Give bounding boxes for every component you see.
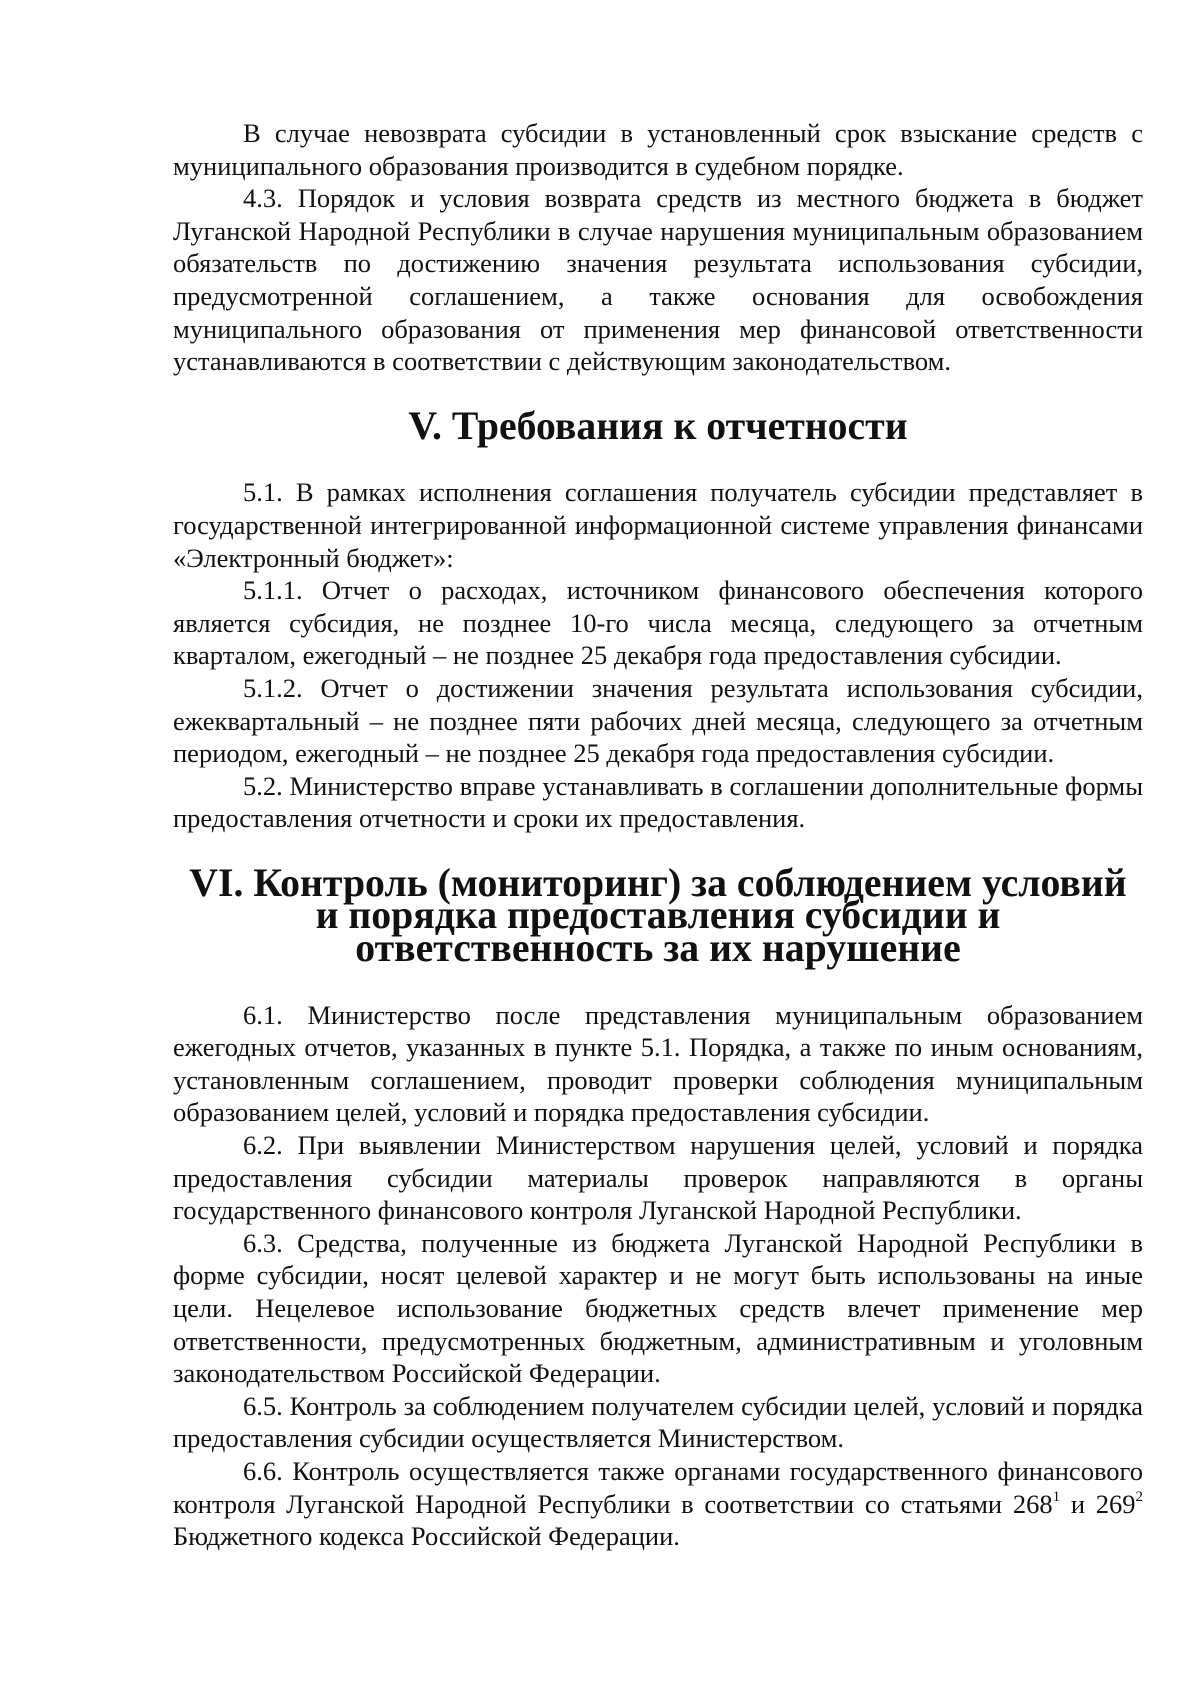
article-269-superscript: 2 (1135, 1488, 1144, 1505)
paragraph-6-6 (173, 1455, 1143, 1553)
paragraph-6-6-text-before: 6.6. Контроль осуществляется также органами государственного финансового контроля Луганской Народной Республики в соответствии со статьями 268 (173, 1455, 1143, 1519)
paragraph-6-6-text-after: Бюджетного кодекса Российской Федерации. (173, 1521, 680, 1552)
paragraph-6-6-text-middle: и 269 (1060, 1488, 1136, 1519)
paragraph-6-2: 6.2. При выявлении Министерством нарушения целей, условий и порядка предоставления субсидии материалы проверок направляются в органы государственного финансового контроля Луганской Народной Республики. (173, 1130, 1143, 1226)
section-6-heading-line-1: VI. Контроль (мониторинг) за соблюдением условий (189, 860, 1127, 905)
paragraph-5-1-2: 5.1.2. Отчет о достижении значения результата использования субсидии, ежеквартальный – не позднее пяти рабочих дней месяца, следующего за отчетным периодом, ежегодный – не позднее 25 декабря года предоставления субсидии. (173, 672, 1143, 769)
section-6-heading (173, 860, 1143, 971)
paragraph-5-1: 5.1. В рамках исполнения соглашения получатель субсидии представляет в государственной интегрированной информационной системе управления финансами «Электронный бюджет»: (173, 477, 1143, 573)
document-page (173, 117, 1143, 1553)
paragraph-6-5: 6.5. Контроль за соблюдением получателем субсидии целей, условий и порядка предоставления субсидии осуществляется Министерством. (173, 1390, 1143, 1454)
paragraph-5-1-1: 5.1.1. Отчет о расходах, источником финансового обеспечения которого является субсидия, не позднее 10-го числа месяца, следующего за отчетным кварталом, ежегодный – не позднее 25 декабря года предоставления субсидии. (173, 575, 1143, 671)
section-6-heading-line-2: и порядка предоставления субсидии и ответственность за их нарушение (315, 893, 1001, 971)
paragraph-4-3: 4.3. Порядок и условия возврата средств из местного бюджета в бюджет Луганской Народной Республики в случае нарушения муниципальным образованием обязательств по достижению значения результата использования субсидии, предусмотренной соглашением, а также основания для освобождения муниципального образования от применения мер финансовой ответственности устанавливаются в соответствии с действующим законодательством. (173, 183, 1143, 377)
paragraph-6-1: 6.1. Министерство после представления муниципальным образованием ежегодных отчетов, указанных в пункте 5.1. Порядка, а также по иным основаниям, установленным соглашением, проводит проверки соблюдения муниципальным образованием целей, условий и порядка предоставления субсидии. (173, 999, 1143, 1128)
paragraph-5-2: 5.2. Министерство вправе устанавливать в соглашении дополнительные формы предоставления отчетности и сроки их предоставления. (173, 770, 1143, 834)
paragraph-6-3: 6.3. Средства, полученные из бюджета Луганской Народной Республики в форме субсидии, носят целевой характер и не могут быть использованы на иные цели. Нецелевое использование бюджетных средств влечет применение мер ответственности, предусмотренных бюджетным, административным и уголовным законодательством Российской Федерации. (173, 1227, 1143, 1389)
paragraph-nonreturn: В случае невозврата субсидии в установленный срок взыскание средств с муниципального образования производится в судебном порядке. (173, 118, 1143, 181)
section-5-heading: V. Требования к отчетности (408, 403, 908, 448)
article-268-superscript: 1 (1052, 1488, 1061, 1505)
